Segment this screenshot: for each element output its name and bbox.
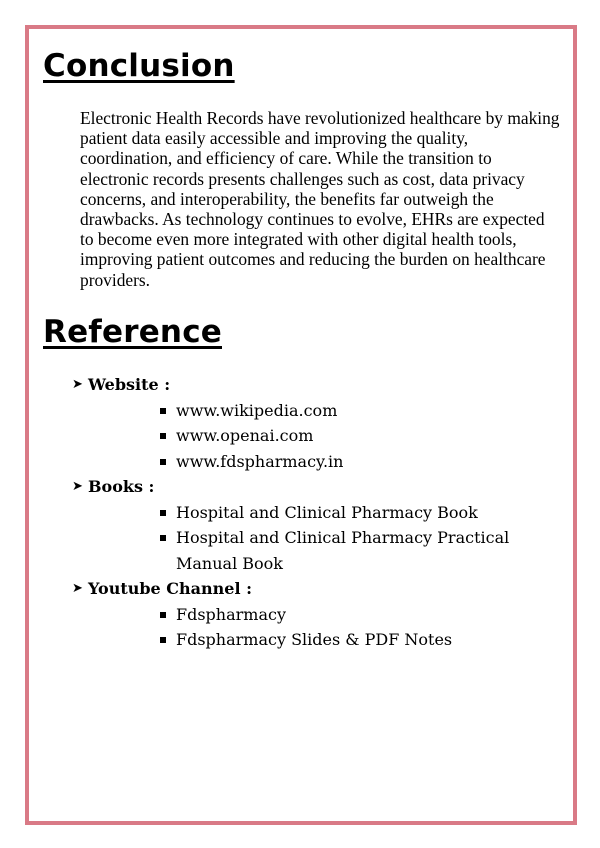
square-bullet-icon: [160, 612, 166, 618]
square-bullet-icon: [160, 408, 166, 414]
square-bullet-icon: [160, 433, 166, 439]
reference-item: [160, 449, 566, 475]
reference-category-youtube: [72, 576, 562, 653]
reference-items: [88, 500, 562, 577]
reference-items: [88, 602, 562, 653]
reference-item-text: Fdspharmacy Slides & PDF Notes: [176, 630, 453, 649]
reference-item-text: Fdspharmacy: [176, 604, 286, 624]
reference-item-text: Hospital and Clinical Pharmacy Practical Manual Book: [176, 528, 510, 573]
reference-heading: Reference: [43, 314, 222, 350]
reference-item: [160, 627, 566, 653]
reference-category-website: [72, 372, 562, 474]
category-label: Youtube Channel :: [88, 579, 253, 598]
reference-item: [160, 423, 566, 449]
arrow-bullet-icon: ➤: [72, 377, 83, 392]
reference-category-books: [72, 474, 562, 576]
reference-item: [160, 500, 566, 526]
reference-item-text: www.fdspharmacy.in: [176, 451, 344, 471]
reference-item: [160, 602, 566, 628]
square-bullet-icon: [160, 637, 166, 643]
square-bullet-icon: [160, 459, 166, 465]
conclusion-heading: Conclusion: [43, 48, 235, 84]
reference-item-text: www.openai.com: [176, 426, 314, 445]
reference-list: [72, 372, 562, 653]
reference-items: [88, 398, 562, 475]
conclusion-paragraph: Electronic Health Records have revolutionized healthcare by making patient data easily accessible and improving the quality, coordination, and efficiency of care. While the transition to electronic records presents challenges such as cost, data privacy concerns, and interoperability, the benefits far outweigh the drawbacks. As technology continues to evolve, EHRs are expected to become even more integrated with other digital health tools, improving patient outcomes and reducing the burden on healthcare providers.: [80, 108, 560, 290]
arrow-bullet-icon: ➤: [72, 581, 83, 596]
reference-item: [160, 398, 566, 424]
arrow-bullet-icon: ➤: [72, 479, 83, 494]
category-label: Books :: [88, 477, 155, 496]
reference-item: [160, 525, 566, 576]
square-bullet-icon: [160, 510, 166, 516]
reference-item-text: Hospital and Clinical Pharmacy Book: [176, 502, 478, 522]
reference-item-text: www.wikipedia.com: [176, 400, 338, 420]
category-label: Website :: [88, 375, 171, 394]
square-bullet-icon: [160, 535, 166, 541]
